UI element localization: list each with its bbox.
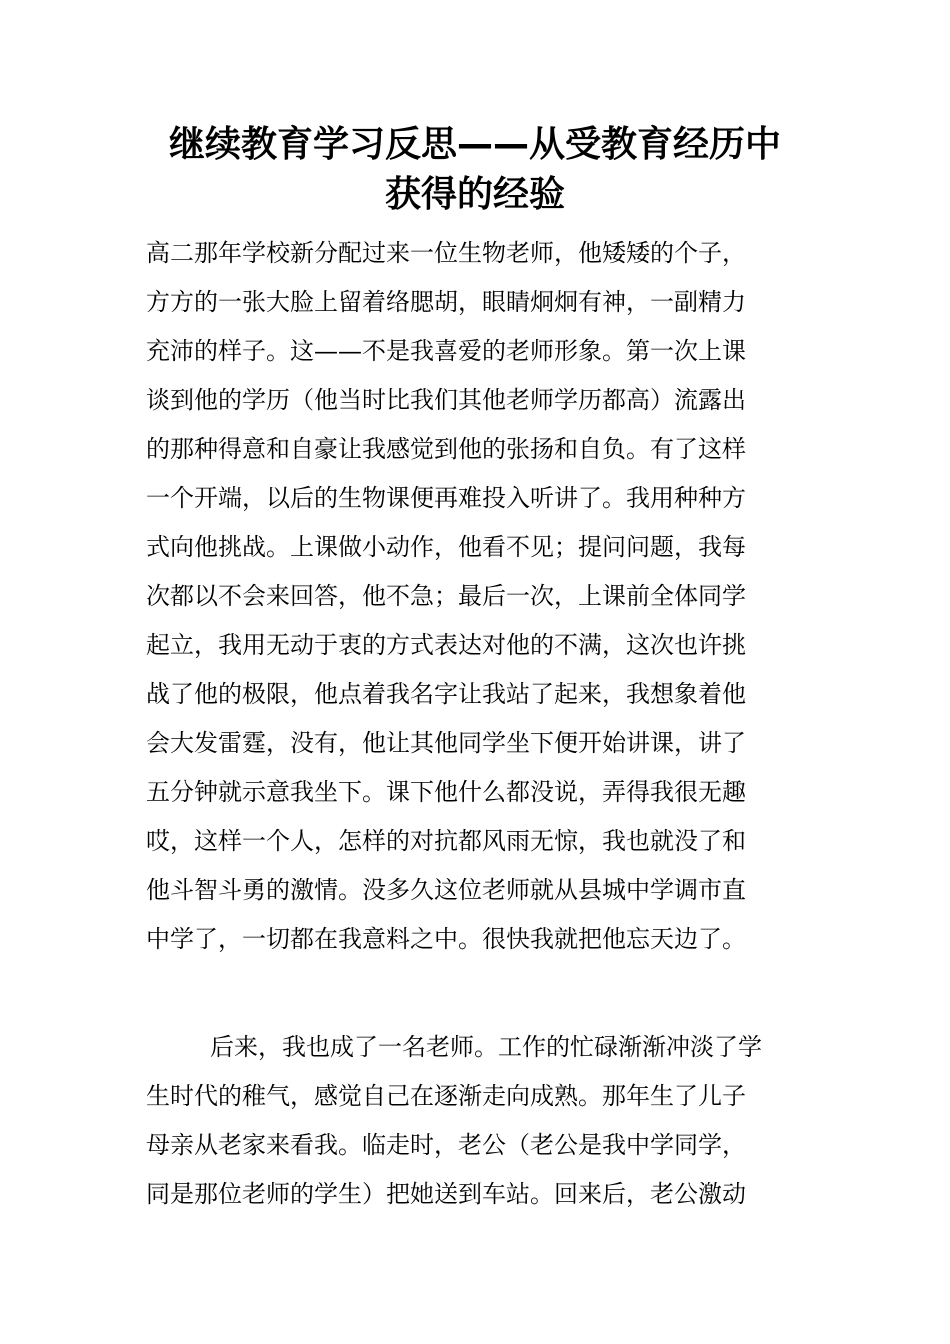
paragraph-1-line: 他斗智斗勇的激情。没多久这位老师就从县城中学调市直	[146, 876, 746, 904]
paragraph-1-line: 五分钟就示意我坐下。课下他什么都没说，弄得我很无趣	[146, 778, 746, 806]
paragraph-1-line: 的那种得意和自豪让我感觉到他的张扬和自负。有了这样	[146, 435, 746, 463]
paragraph-1-line: 方方的一张大脸上留着络腮胡，眼睛炯炯有神，一副精力	[146, 288, 746, 316]
paragraph-1-line: 中学了，一切都在我意料之中。很快我就把他忘天边了。	[146, 925, 746, 953]
paragraph-1-line: 高二那年学校新分配过来一位生物老师，他矮矮的个子，	[146, 239, 746, 267]
paragraph-2-line: 同是那位老师的学生）把她送到车站。回来后，老公激动	[146, 1180, 746, 1208]
paragraph-1-line: 哎，这样一个人，怎样的对抗都风雨无惊，我也就没了和	[146, 827, 746, 855]
document-title	[100, 120, 850, 220]
paragraph-1-line: 会大发雷霆，没有，他让其他同学坐下便开始讲课，讲了	[146, 729, 746, 757]
paragraph-1-line: 充沛的样子。这——不是我喜爱的老师形象。第一次上课	[146, 337, 746, 365]
paragraph-1-line: 一个开端，以后的生物课便再难投入听讲了。我用种种方	[146, 484, 746, 512]
title-line-1: 继续教育学习反思——从受教育经历中	[168, 124, 781, 165]
paragraph-1-line: 战了他的极限，他点着我名字让我站了起来，我想象着他	[146, 680, 746, 708]
paragraph-2-line: 生时代的稚气，感觉自己在逐渐走向成熟。那年生了儿子	[146, 1082, 746, 1110]
paragraph-2-line: 后来，我也成了一名老师。工作的忙碌渐渐冲淡了学	[210, 1033, 762, 1061]
paragraph-2-line: 母亲从老家来看我。临走时，老公（老公是我中学同学，	[146, 1131, 746, 1159]
paragraph-1-line: 起立，我用无动于衷的方式表达对他的不满，这次也许挑	[146, 631, 746, 659]
paragraph-1-line: 式向他挑战。上课做小动作，他看不见；提问问题，我每	[146, 533, 746, 561]
title-line-2: 获得的经验	[384, 174, 565, 215]
paragraph-1-line: 次都以不会来回答，他不急；最后一次，上课前全体同学	[146, 582, 746, 610]
paragraph-1-line: 谈到他的学历（他当时比我们其他老师学历都高）流露出	[146, 386, 746, 414]
